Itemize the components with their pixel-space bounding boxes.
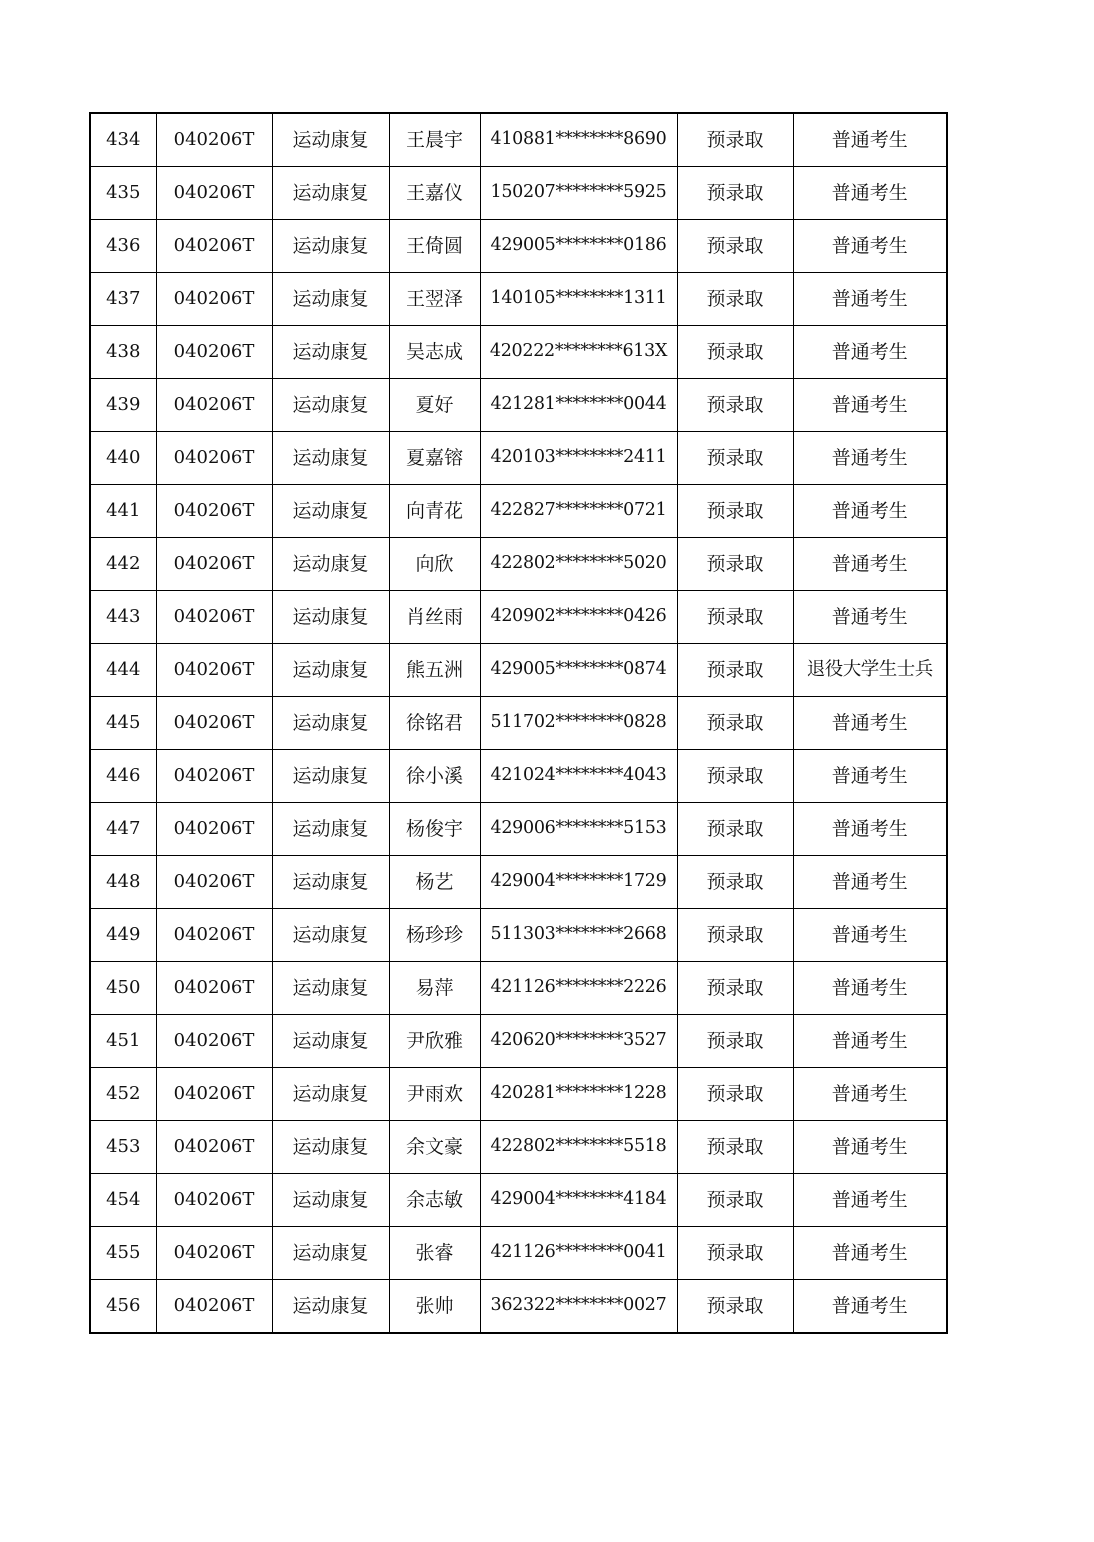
major-name-cell: 运动康复: [272, 220, 389, 273]
admission-status-cell: 预录取: [677, 113, 793, 167]
major-code-cell: 040206T: [156, 591, 272, 644]
student-name-cell: 王嘉仪: [389, 167, 480, 220]
serial-number-cell: 443: [90, 591, 156, 644]
id-number-cell: 429005********0186: [480, 220, 677, 273]
major-code-cell: 040206T: [156, 113, 272, 167]
serial-number-cell: 439: [90, 379, 156, 432]
table-row: [90, 1015, 947, 1068]
major-code-cell: 040206T: [156, 644, 272, 697]
table-row: [90, 750, 947, 803]
admission-status-cell: 预录取: [677, 485, 793, 538]
admission-status-cell: 预录取: [677, 909, 793, 962]
serial-number-cell: 450: [90, 962, 156, 1015]
serial-number-cell: 456: [90, 1280, 156, 1334]
applicant-category-cell: 普通考生: [793, 220, 947, 273]
major-name-cell: 运动康复: [272, 697, 389, 750]
admission-list-table: [89, 112, 948, 1334]
serial-number-cell: 451: [90, 1015, 156, 1068]
serial-number-cell: 455: [90, 1227, 156, 1280]
serial-number-cell: 448: [90, 856, 156, 909]
id-number-cell: 150207********5925: [480, 167, 677, 220]
admission-status-cell: 预录取: [677, 1227, 793, 1280]
major-name-cell: 运动康复: [272, 1227, 389, 1280]
table-row: [90, 591, 947, 644]
major-code-cell: 040206T: [156, 432, 272, 485]
id-number-cell: 429005********0874: [480, 644, 677, 697]
applicant-category-cell: 普通考生: [793, 909, 947, 962]
table-row: [90, 432, 947, 485]
applicant-category-cell: 退役大学生士兵: [793, 644, 947, 697]
serial-number-cell: 435: [90, 167, 156, 220]
admission-status-cell: 预录取: [677, 273, 793, 326]
serial-number-cell: 441: [90, 485, 156, 538]
id-number-cell: 420281********1228: [480, 1068, 677, 1121]
serial-number-cell: 446: [90, 750, 156, 803]
major-code-cell: 040206T: [156, 167, 272, 220]
student-name-cell: 王翌泽: [389, 273, 480, 326]
major-name-cell: 运动康复: [272, 485, 389, 538]
applicant-category-cell: 普通考生: [793, 962, 947, 1015]
id-number-cell: 421024********4043: [480, 750, 677, 803]
table-row: [90, 962, 947, 1015]
applicant-category-cell: 普通考生: [793, 1227, 947, 1280]
applicant-category-cell: 普通考生: [793, 697, 947, 750]
id-number-cell: 420103********2411: [480, 432, 677, 485]
applicant-category-cell: 普通考生: [793, 1121, 947, 1174]
major-code-cell: 040206T: [156, 1227, 272, 1280]
table-row: [90, 485, 947, 538]
table-row: [90, 220, 947, 273]
admission-status-cell: 预录取: [677, 326, 793, 379]
table-row: [90, 1227, 947, 1280]
table-row: [90, 909, 947, 962]
major-code-cell: 040206T: [156, 1068, 272, 1121]
student-name-cell: 向青花: [389, 485, 480, 538]
applicant-category-cell: 普通考生: [793, 273, 947, 326]
id-number-cell: 421126********0041: [480, 1227, 677, 1280]
id-number-cell: 422802********5020: [480, 538, 677, 591]
serial-number-cell: 436: [90, 220, 156, 273]
table-row: [90, 326, 947, 379]
admission-status-cell: 预录取: [677, 644, 793, 697]
admission-status-cell: 预录取: [677, 167, 793, 220]
major-code-cell: 040206T: [156, 326, 272, 379]
major-name-cell: 运动康复: [272, 644, 389, 697]
serial-number-cell: 444: [90, 644, 156, 697]
major-code-cell: 040206T: [156, 750, 272, 803]
major-name-cell: 运动康复: [272, 113, 389, 167]
admission-status-cell: 预录取: [677, 1121, 793, 1174]
admission-status-cell: 预录取: [677, 220, 793, 273]
table-row: [90, 644, 947, 697]
major-code-cell: 040206T: [156, 379, 272, 432]
applicant-category-cell: 普通考生: [793, 856, 947, 909]
table-row: [90, 697, 947, 750]
id-number-cell: 429006********5153: [480, 803, 677, 856]
student-name-cell: 熊五洲: [389, 644, 480, 697]
table-body: [90, 113, 947, 1333]
student-name-cell: 余文豪: [389, 1121, 480, 1174]
table-row: [90, 803, 947, 856]
student-name-cell: 王倚圆: [389, 220, 480, 273]
id-number-cell: 429004********4184: [480, 1174, 677, 1227]
id-number-cell: 422827********0721: [480, 485, 677, 538]
id-number-cell: 362322********0027: [480, 1280, 677, 1334]
applicant-category-cell: 普通考生: [793, 379, 947, 432]
major-code-cell: 040206T: [156, 803, 272, 856]
major-code-cell: 040206T: [156, 1121, 272, 1174]
major-name-cell: 运动康复: [272, 803, 389, 856]
major-name-cell: 运动康复: [272, 750, 389, 803]
major-code-cell: 040206T: [156, 856, 272, 909]
student-name-cell: 向欣: [389, 538, 480, 591]
applicant-category-cell: 普通考生: [793, 538, 947, 591]
id-number-cell: 421126********2226: [480, 962, 677, 1015]
serial-number-cell: 438: [90, 326, 156, 379]
admission-status-cell: 预录取: [677, 750, 793, 803]
major-code-cell: 040206T: [156, 1280, 272, 1334]
admission-status-cell: 预录取: [677, 1068, 793, 1121]
applicant-category-cell: 普通考生: [793, 326, 947, 379]
serial-number-cell: 434: [90, 113, 156, 167]
student-name-cell: 徐小溪: [389, 750, 480, 803]
applicant-category-cell: 普通考生: [793, 1280, 947, 1334]
serial-number-cell: 449: [90, 909, 156, 962]
applicant-category-cell: 普通考生: [793, 750, 947, 803]
student-name-cell: 吴志成: [389, 326, 480, 379]
admission-status-cell: 预录取: [677, 432, 793, 485]
major-code-cell: 040206T: [156, 1174, 272, 1227]
id-number-cell: 421281********0044: [480, 379, 677, 432]
table-row: [90, 856, 947, 909]
major-name-cell: 运动康复: [272, 379, 389, 432]
serial-number-cell: 453: [90, 1121, 156, 1174]
table-row: [90, 1280, 947, 1334]
admission-status-cell: 预录取: [677, 538, 793, 591]
major-name-cell: 运动康复: [272, 1174, 389, 1227]
student-name-cell: 尹雨欢: [389, 1068, 480, 1121]
serial-number-cell: 442: [90, 538, 156, 591]
serial-number-cell: 454: [90, 1174, 156, 1227]
applicant-category-cell: 普通考生: [793, 803, 947, 856]
student-name-cell: 杨俊宇: [389, 803, 480, 856]
student-name-cell: 杨珍珍: [389, 909, 480, 962]
major-name-cell: 运动康复: [272, 591, 389, 644]
id-number-cell: 429004********1729: [480, 856, 677, 909]
student-name-cell: 余志敏: [389, 1174, 480, 1227]
major-code-cell: 040206T: [156, 220, 272, 273]
major-code-cell: 040206T: [156, 697, 272, 750]
serial-number-cell: 452: [90, 1068, 156, 1121]
student-name-cell: 杨艺: [389, 856, 480, 909]
applicant-category-cell: 普通考生: [793, 1068, 947, 1121]
admission-status-cell: 预录取: [677, 1174, 793, 1227]
table-row: [90, 1121, 947, 1174]
major-code-cell: 040206T: [156, 485, 272, 538]
student-name-cell: 夏嘉镕: [389, 432, 480, 485]
major-name-cell: 运动康复: [272, 538, 389, 591]
student-name-cell: 张睿: [389, 1227, 480, 1280]
major-name-cell: 运动康复: [272, 432, 389, 485]
major-name-cell: 运动康复: [272, 856, 389, 909]
student-name-cell: 夏好: [389, 379, 480, 432]
id-number-cell: 410881********8690: [480, 113, 677, 167]
table-row: [90, 167, 947, 220]
serial-number-cell: 445: [90, 697, 156, 750]
admission-status-cell: 预录取: [677, 697, 793, 750]
student-name-cell: 肖丝雨: [389, 591, 480, 644]
serial-number-cell: 440: [90, 432, 156, 485]
table-row: [90, 273, 947, 326]
table-row: [90, 1068, 947, 1121]
admission-status-cell: 预录取: [677, 379, 793, 432]
major-name-cell: 运动康复: [272, 326, 389, 379]
major-code-cell: 040206T: [156, 962, 272, 1015]
table-row: [90, 1174, 947, 1227]
serial-number-cell: 437: [90, 273, 156, 326]
applicant-category-cell: 普通考生: [793, 1015, 947, 1068]
applicant-category-cell: 普通考生: [793, 167, 947, 220]
applicant-category-cell: 普通考生: [793, 432, 947, 485]
table-row: [90, 379, 947, 432]
id-number-cell: 420902********0426: [480, 591, 677, 644]
major-name-cell: 运动康复: [272, 1121, 389, 1174]
major-name-cell: 运动康复: [272, 1068, 389, 1121]
id-number-cell: 511702********0828: [480, 697, 677, 750]
major-code-cell: 040206T: [156, 1015, 272, 1068]
applicant-category-cell: 普通考生: [793, 485, 947, 538]
student-name-cell: 易萍: [389, 962, 480, 1015]
admission-status-cell: 预录取: [677, 591, 793, 644]
student-name-cell: 徐铭君: [389, 697, 480, 750]
id-number-cell: 140105********1311: [480, 273, 677, 326]
id-number-cell: 420222********613X: [480, 326, 677, 379]
major-name-cell: 运动康复: [272, 962, 389, 1015]
admission-status-cell: 预录取: [677, 803, 793, 856]
applicant-category-cell: 普通考生: [793, 1174, 947, 1227]
table-row: [90, 538, 947, 591]
admission-status-cell: 预录取: [677, 856, 793, 909]
major-name-cell: 运动康复: [272, 1015, 389, 1068]
major-name-cell: 运动康复: [272, 909, 389, 962]
admission-status-cell: 预录取: [677, 1280, 793, 1334]
major-code-cell: 040206T: [156, 909, 272, 962]
major-code-cell: 040206T: [156, 538, 272, 591]
major-code-cell: 040206T: [156, 273, 272, 326]
table-row: [90, 113, 947, 167]
student-name-cell: 尹欣雅: [389, 1015, 480, 1068]
admission-status-cell: 预录取: [677, 1015, 793, 1068]
major-name-cell: 运动康复: [272, 273, 389, 326]
id-number-cell: 422802********5518: [480, 1121, 677, 1174]
serial-number-cell: 447: [90, 803, 156, 856]
major-name-cell: 运动康复: [272, 167, 389, 220]
major-name-cell: 运动康复: [272, 1280, 389, 1334]
applicant-category-cell: 普通考生: [793, 113, 947, 167]
student-name-cell: 王晨宇: [389, 113, 480, 167]
id-number-cell: 511303********2668: [480, 909, 677, 962]
applicant-category-cell: 普通考生: [793, 591, 947, 644]
id-number-cell: 420620********3527: [480, 1015, 677, 1068]
admission-status-cell: 预录取: [677, 962, 793, 1015]
student-name-cell: 张帅: [389, 1280, 480, 1334]
